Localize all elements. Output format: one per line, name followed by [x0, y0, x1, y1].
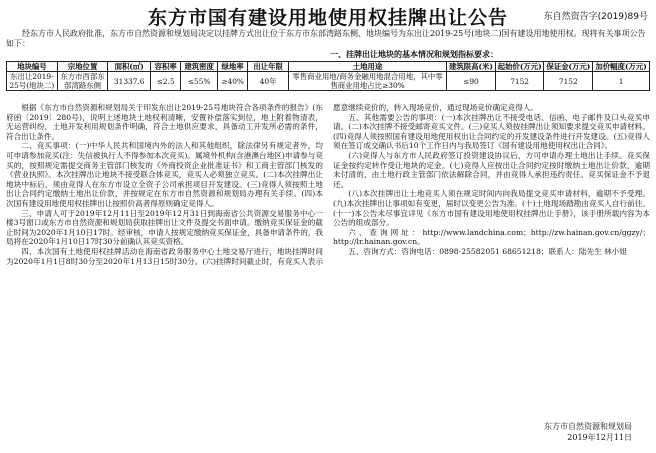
col-header-increment: 加价幅度(万元) [593, 62, 650, 72]
table-header-row [7, 62, 650, 72]
parcel-parameters-table [6, 61, 650, 91]
cell-height-limit: ≤90 [447, 72, 496, 91]
cell-land-use: 零售商业用地/商务金融用地混合用地，其中零售商业用地占比≥30% [288, 72, 446, 91]
body-paragraph-contract: (六)竞得人与东方市人民政府签订投资建设协议后，方可申请办理土地出让手续。竞买保证金按约定转作受让地块的定金。(七)竞得人应按出让合同约定按时缴纳土地出让价款，逾期未付清的，由土地行政主管部门依法解除合同，并由竞得人承担违约责任。竞买保证金不予退还。 [333, 150, 650, 189]
body-paragraph-websites: 六、查询网址：http://www.landchina.com；http://zw.hainan.gov.cn/ggzy/；http://lr.hainan.gov.cn。 [333, 227, 650, 247]
body-paragraph-other-matters: 五、其他需要公告的事项：(一)本次挂牌出让不接受电话、信函、电子邮件及口头竞买申请。(二)本次挂牌不接受邮寄竞买文件。(三)竞买人须按挂牌出让须知要求提交竞买申请材料。(四)竞得人须按照国有建设用地使用权出让合同约定的开发建设条件进行开发建设。(五)竞得人须在签订成交确认书后10个工作日内与我局签订《国有建设用地使用权出让合同》。 [333, 112, 650, 151]
section-heading-parcel-info: 一、挂牌出让地块的基本情况和规划指标要求： [330, 49, 498, 59]
cell-lease-term: 40年 [248, 72, 289, 91]
col-header-height-limit: 建筑限高(米) [447, 62, 496, 72]
cell-plot-ratio: ≤2.5 [151, 72, 181, 91]
table-row [7, 72, 650, 91]
body-paragraph-notes: (八)本次挂牌出让土地竞买人须在规定时间内向我局提交竞买申请材料，逾期不予受理。(九)本次挂牌出让事项如有变更，届时以变更公告为准。(十)土地现场踏勘由竞买人自行前往。(十一)本公告未尽事宜详见《东方市国有建设用地使用权挂牌出让手册》，该手册所载内容为本公告的组成部分。 [333, 189, 650, 228]
intro-paragraph: 经东方市人民政府批准，东方市自然资源和规划局决定以挂牌方式出让位于东方市东部湾路东侧、地块编号为东出让2019-25号(地块二)国有建设用地使用权。现将有关事项公告如下： [6, 29, 646, 48]
signature-block [544, 421, 632, 443]
signature-org: 东方市自然资源和规划局 [544, 422, 632, 431]
cell-area: 31337.6 [108, 72, 151, 91]
cell-deposit: 7152 [544, 72, 593, 91]
body-paragraph-application: 三、申请人可于2019年12月11日至2019年12月31日到海南省公共资源交易服务中心一楼3号窗口或东方市自然资源和规划局获取挂牌出让文件及提交书面申请。缴纳竞买保证金的截止时间为2020年1月10日17时。经审核，申请人按规定缴纳竞买保证金，具备申请条件的，我局将在2020年1月10日17时30分前确认其竞买资格。 [6, 208, 323, 247]
cell-starting-price: 7152 [495, 72, 544, 91]
cell-parcel-id: 东出让2019-25号(地块二) [7, 72, 58, 91]
col-header-deposit: 保证金(万元) [544, 62, 593, 72]
cell-increment: 1 [593, 72, 650, 91]
body-paragraph-bidding-rules: 二、竞买事项：(一)中华人民共和国境内外的法人和其他组织，除法律另有规定者外，均可申请参加竞买(注：失信被执行人不得参加本次竞买)。属境外机构(含港澳台地区)申请参与竞买的，按照规定需提交商务主管部门核发的《外商投资企业批准证书》和工商主管部门核发的《营业执照》。本次挂牌出让地块不接受联合体竞买，竞买人必须独立竞买。(二)本次挂牌出让地块中标后，须由竞得人在东方市设立全资子公司承担项目开发建设。(三)竞得人须按照土地出让合同约定缴纳土地出让价款，并按规定在东方市自然资源和规划局办理有关手续。(四)本次国有建设用地使用权挂牌出让按照价高者得原则确定竞得人。 [6, 141, 323, 208]
signature-date: 2019年12月11日 [567, 433, 632, 442]
cell-location: 东方市西部东部湾路东侧 [57, 72, 108, 91]
col-header-green-ratio: 绿地率 [217, 62, 247, 72]
page-title: 东方市国有建设用地使用权挂牌出让公告 [147, 7, 508, 29]
cell-building-density: ≤55% [181, 72, 218, 91]
document-number: 东自然资告字(2019)89号 [543, 12, 648, 22]
col-header-area: 面积(㎡) [108, 62, 151, 72]
col-header-land-use: 土地用途 [288, 62, 446, 72]
body-paragraph-contact: 五、咨询方式：咨询电话：0898-25582051 68651218；联系人：陆先生 林小姐 [348, 246, 627, 256]
col-header-lease-term: 出让年限 [248, 62, 289, 72]
col-header-building-density: 建筑密度 [181, 62, 218, 72]
col-header-starting-price: 起始价(万元) [495, 62, 544, 72]
body-paragraph-conditions: 根据《东方市自然资源和规划局关于印发东出让2019-25号地块符合各项条件的报告》(东府函〔2019〕280号)，说明上述地块土地权利清晰，安置补偿落实到位，地上附着物清表，无运营纠纷，土地开发利用规划条件明确，符合土地供应要求，具备动工开发所必需的条件，符合出让条件。 [6, 103, 323, 141]
announcement-body [6, 103, 650, 408]
col-header-location: 宗地位置 [57, 62, 108, 72]
col-header-plot-ratio: 容积率 [151, 62, 181, 72]
cell-green-ratio: ≥40% [217, 72, 247, 91]
col-header-parcel-id: 地块编号 [7, 62, 58, 72]
body-paragraph-listing-time: 四、本次国有土地使用权挂牌活动在海南省政务服务中心土地交易厅进行，地块挂牌时间为2020年1月1日8时30分至2020年1月13日15时30分。(六)挂牌时间截止时，有竞买人表示愿意继续竞价的，转入现场竞价，通过现场竞价确定竞得人。 [6, 103, 539, 266]
